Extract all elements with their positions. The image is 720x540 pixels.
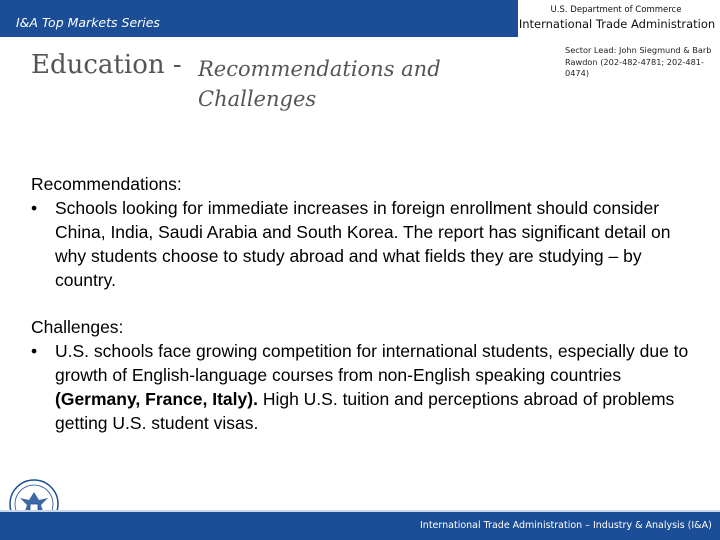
department-name: U.S. Department of Commerce bbox=[550, 5, 682, 15]
recommendations-bullet-item bbox=[31, 196, 691, 292]
agency-logo-box bbox=[518, 0, 720, 37]
footer-stripe bbox=[0, 510, 720, 512]
recommendations-heading: Recommendations: bbox=[31, 174, 182, 194]
series-title: I&A Top Markets Series bbox=[16, 15, 160, 30]
challenges-bullet-item bbox=[31, 339, 691, 435]
bullet-marker: • bbox=[31, 198, 38, 218]
recommendations-text: Schools looking for immediate increases in foreign enrollment should consider China, India, Saudi Arabia and South Korea. The report has significant detail on why students choose to study abroad and what fields they are studying – by country. bbox=[55, 198, 671, 290]
challenges-countries: (Germany, France, Italy). bbox=[55, 389, 258, 409]
bullet-marker: • bbox=[31, 341, 38, 361]
challenges-section bbox=[31, 315, 691, 435]
page-title: Education - bbox=[31, 50, 182, 80]
page-subtitle: Recommendations and Challenges bbox=[198, 57, 441, 111]
challenges-heading: Challenges: bbox=[31, 317, 124, 337]
challenges-text-end: High U.S. tuition and perceptions abroad of problems getting U.S. student visas. bbox=[55, 389, 675, 433]
challenges-text bbox=[55, 339, 691, 435]
header-bar bbox=[0, 0, 720, 37]
sector-lead-contact: Sector Lead: John Siegmund & Barb Rawdon (202-482-4781; 202-481-0474) bbox=[565, 45, 712, 78]
challenges-text-start: U.S. schools face growing competition for international students, especially due to growth of English-language courses from non-English speaking countries bbox=[55, 341, 689, 385]
agency-name: International Trade Administration bbox=[518, 17, 716, 31]
footer-text: International Trade Administration – Industry & Analysis (I&A) bbox=[420, 520, 712, 531]
recommendations-section bbox=[31, 172, 691, 292]
footer-bar bbox=[0, 510, 720, 540]
